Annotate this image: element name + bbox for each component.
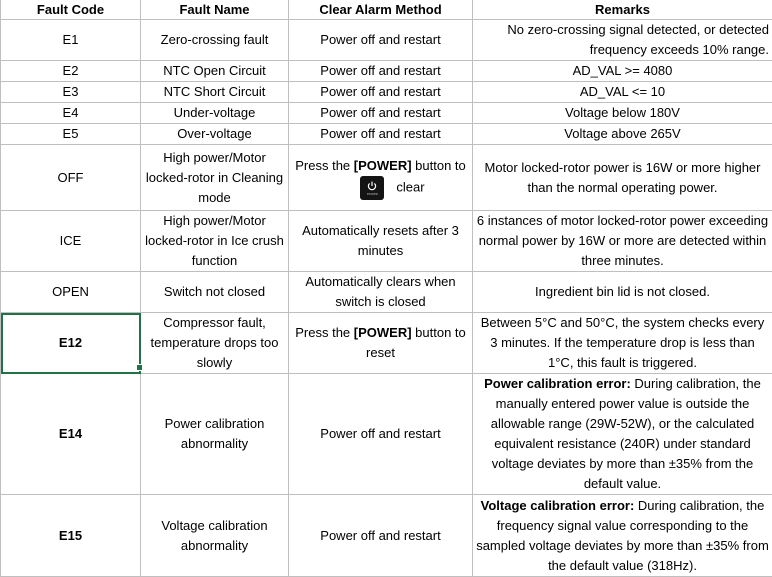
table-row bbox=[1, 211, 772, 272]
power-button-icon bbox=[360, 176, 384, 200]
cell-method[interactable]: Power off and restart bbox=[289, 61, 473, 82]
table-row bbox=[1, 374, 772, 495]
table-row bbox=[1, 145, 772, 211]
cell-remarks[interactable]: Ingredient bin lid is not closed. bbox=[473, 272, 772, 313]
power-keyword: [POWER] bbox=[354, 158, 412, 173]
table-row bbox=[1, 495, 772, 577]
cell-remarks[interactable]: Voltage below 180V bbox=[473, 103, 772, 124]
cell-name[interactable]: Voltage calibration abnormality bbox=[141, 495, 289, 577]
cell-method[interactable]: Power off and restart bbox=[289, 495, 473, 577]
cell-remarks[interactable]: Voltage above 265V bbox=[473, 124, 772, 145]
remarks-text: During calibration, the manually entered power value is outside the allowable range (29W-52W), or the calculated equivalent resistance (240R) under standard voltage deviates by more than ±35% from the default value. bbox=[491, 376, 761, 491]
cell-name[interactable]: High power/Motor locked-rotor in Ice crush function bbox=[141, 211, 289, 272]
cell-code[interactable]: E1 bbox=[1, 20, 141, 61]
cell-method[interactable]: Automatically clears when switch is closed bbox=[289, 272, 473, 313]
header-remarks[interactable]: Remarks bbox=[473, 0, 772, 20]
cell-name[interactable]: Switch not closed bbox=[141, 272, 289, 313]
cell-method[interactable] bbox=[289, 313, 473, 374]
remarks-text: During calibration, the frequency signal value corresponding to the sampled voltage deviates by more than ±35% from the default value (318Hz). bbox=[476, 498, 769, 573]
cell-name[interactable]: NTC Short Circuit bbox=[141, 82, 289, 103]
table-row bbox=[1, 61, 772, 82]
header-fault-code[interactable]: Fault Code bbox=[1, 0, 141, 20]
cell-method[interactable]: Power off and restart bbox=[289, 20, 473, 61]
cell-remarks[interactable]: AD_VAL >= 4080 bbox=[473, 61, 772, 82]
table-row bbox=[1, 82, 772, 103]
power-icon-label: POWER bbox=[367, 192, 378, 196]
cell-remarks[interactable]: No zero-crossing signal detected, or detected frequency exceeds 10% range. bbox=[473, 20, 772, 61]
table-row bbox=[1, 124, 772, 145]
cell-code[interactable]: E2 bbox=[1, 61, 141, 82]
cell-remarks[interactable]: AD_VAL <= 10 bbox=[473, 82, 772, 103]
cell-code[interactable]: ICE bbox=[1, 211, 141, 272]
header-clear-method[interactable]: Clear Alarm Method bbox=[289, 0, 473, 20]
cell-remarks[interactable] bbox=[473, 374, 772, 495]
cell-code[interactable]: E14 bbox=[1, 374, 141, 495]
table-row bbox=[1, 103, 772, 124]
cell-method[interactable]: Power off and restart bbox=[289, 374, 473, 495]
method-text-clear: clear bbox=[396, 179, 424, 194]
table-row bbox=[1, 313, 772, 374]
cell-method[interactable]: Power off and restart bbox=[289, 124, 473, 145]
cell-name[interactable]: Zero-crossing fault bbox=[141, 20, 289, 61]
cell-method[interactable] bbox=[289, 145, 473, 211]
selection-fill-handle[interactable] bbox=[136, 364, 143, 371]
cell-code[interactable]: E15 bbox=[1, 495, 141, 577]
cell-name[interactable]: High power/Motor locked-rotor in Cleaning mode bbox=[141, 145, 289, 211]
cell-code[interactable]: OPEN bbox=[1, 272, 141, 313]
cell-method[interactable]: Power off and restart bbox=[289, 103, 473, 124]
cell-name[interactable]: Compressor fault, temperature drops too slowly bbox=[141, 313, 289, 374]
cell-remarks[interactable]: Between 5°C and 50°C, the system checks every 3 minutes. If the temperature drop is less than 1°C, this fault is triggered. bbox=[473, 313, 772, 374]
cell-code[interactable]: E4 bbox=[1, 103, 141, 124]
cell-code-selected[interactable]: E12 bbox=[1, 313, 141, 374]
method-text-pre: Press the bbox=[295, 158, 354, 173]
cell-remarks[interactable]: 6 instances of motor locked-rotor power exceeding normal power by 16W or more are detected within three minutes. bbox=[473, 211, 772, 272]
cell-name[interactable]: Over-voltage bbox=[141, 124, 289, 145]
remarks-keyword: Voltage calibration error: bbox=[481, 498, 635, 513]
table-row bbox=[1, 272, 772, 313]
header-row bbox=[1, 0, 772, 20]
cell-code[interactable]: E5 bbox=[1, 124, 141, 145]
cell-method[interactable]: Automatically resets after 3 minutes bbox=[289, 211, 473, 272]
cell-code[interactable]: E3 bbox=[1, 82, 141, 103]
cell-name[interactable]: Power calibration abnormality bbox=[141, 374, 289, 495]
method-text-pre: Press the bbox=[295, 325, 354, 340]
header-fault-name[interactable]: Fault Name bbox=[141, 0, 289, 20]
remarks-keyword: Power calibration error: bbox=[484, 376, 631, 391]
cell-remarks[interactable] bbox=[473, 495, 772, 577]
cell-name[interactable]: NTC Open Circuit bbox=[141, 61, 289, 82]
cell-remarks[interactable]: Motor locked-rotor power is 16W or more higher than the normal operating power. bbox=[473, 145, 772, 211]
table-row bbox=[1, 20, 772, 61]
method-text-post: button to reset bbox=[366, 325, 466, 360]
cell-method[interactable]: Power off and restart bbox=[289, 82, 473, 103]
cell-name[interactable]: Under-voltage bbox=[141, 103, 289, 124]
method-text-post: button to bbox=[412, 158, 466, 173]
cell-code[interactable]: OFF bbox=[1, 145, 141, 211]
power-keyword: [POWER] bbox=[354, 325, 412, 340]
